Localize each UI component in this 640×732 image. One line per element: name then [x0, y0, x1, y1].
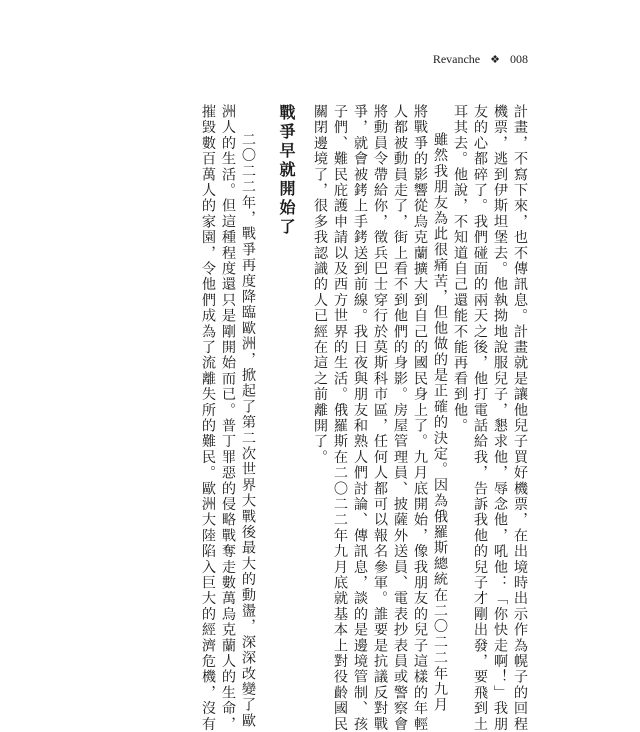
- page-number: 008: [510, 52, 528, 66]
- text-line: 二〇二二年，戰爭再度降臨歐洲，掀起了第二次世界大戰後最大的動盪，深深改變了歐: [240, 132, 256, 729]
- text-line: 子們、難民庇護申請以及西方世界的生活。俄羅斯在二〇二二年九月底就基本上對役齡國民: [332, 104, 348, 732]
- text-line: 爭，就會被銬上手銬送到前線。我日夜與朋友和熟人們討論、傳訊息，談的是邊境管制、孩: [352, 104, 368, 732]
- text-line: 耳其去。他說，不知道自己還能不能再看到他。: [452, 104, 468, 434]
- text-line: 將戰爭的影響從烏克蘭擴大到自己的國民身上了。九月底開始，像我朋友的兒子這樣的年輕: [412, 104, 428, 732]
- running-title: Revanche: [432, 52, 481, 66]
- text-line: 機票，逃到伊斯坦堡去。他執拗地說服兒子，懇求他，辱念他，吼他：「你快走啊！」我朋: [492, 104, 508, 732]
- text-line: 摧毀數百萬人的家園，令他們成為了流離失所的難民。歐洲大陸陷入巨大的經濟危機，沒有: [200, 104, 216, 732]
- vertical-text-body: [150, 104, 530, 732]
- section-heading: 戰爭早就開始了: [277, 104, 296, 237]
- text-line: 人都被動員走了，街上看不到他們的身影。房屋管理員、披薩外送員、電表抄表員或警察會: [392, 104, 408, 732]
- text-line: 洲人的生活。但這種程度還只是剛開始而已。普丁罪惡的侵略戰奪走數萬烏克蘭人的生命，: [220, 104, 236, 732]
- text-line: 將動員令帶給你，徵兵巴士穿行於莫斯科市區，任何人都可以報名參軍。誰要是抗議反對戰: [372, 104, 388, 732]
- text-line: 關閉邊境了，很多我認識的人已經在這之前離開了。: [312, 104, 328, 466]
- text-line: 計畫，不寫下來，也不傳訊息。計畫就是讓他兒子買好機票，在出境時出示作為幌子的回程: [512, 104, 528, 732]
- page-header: [433, 52, 528, 67]
- text-line: 雖然我朋友為此很痛苦，但他做的是正確的決定。因為俄羅斯總統在二〇二二年九月: [432, 132, 448, 713]
- text-line: 友的心都碎了。我們碰面的兩天之後，他打電話給我，告訴我他的兒子才剛出發，要飛到土: [472, 104, 488, 732]
- four-diamond-ornament-icon: ❖: [490, 53, 500, 66]
